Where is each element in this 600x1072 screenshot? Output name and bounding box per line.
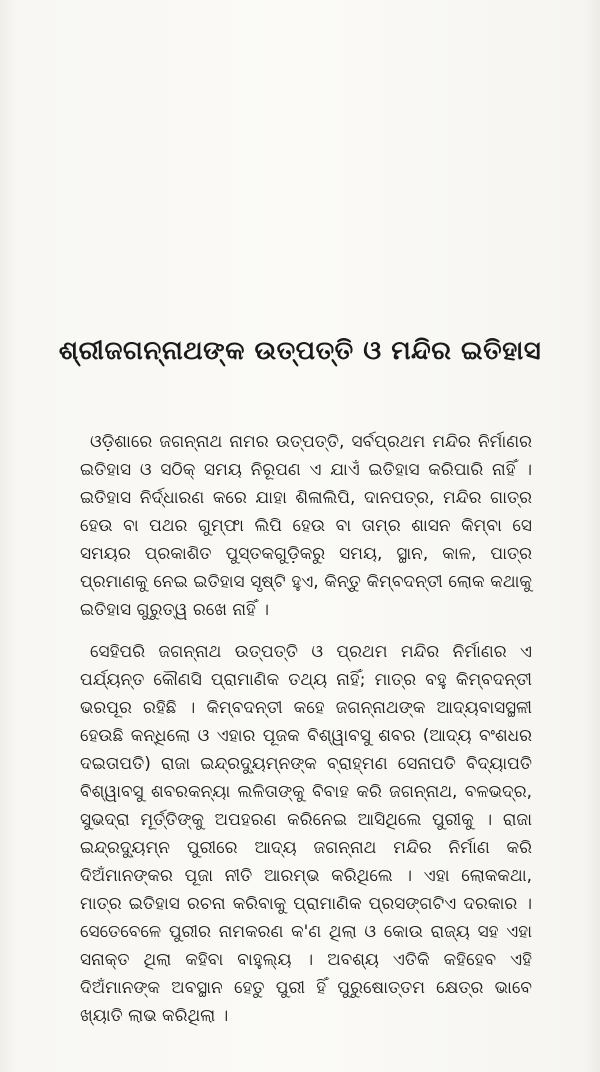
page-title: ଶ୍ରୀଜଗନ୍ନାଥଙ୍କ ଉତ୍ପତ୍ତି ଓ ମନ୍ଦିର ଇତିହାସ (58, 336, 542, 366)
paragraph-1: ଓଡ଼ିଶାରେ ଜଗନ୍ନାଥ ନାମର ଉତ୍ପତ୍ତି, ସର୍ବପ୍ରଥମ ମନ୍ଦିର ନିର୍ମାଣର ଇତିହାସ ଓ ସଠିକ୍ ସମୟ ନିରୂପଣ ଏ ଯାଏଁ ଇତିହାସ କରିପାରି ନାହିଁ । ଇତିହାସ ନିର୍ଦ୍ଧାରଣ କରେ ଯାହା ଶିଳାଲିପି, ଦାନପତ୍ର, ମନ୍ଦିର ଗାତ୍ର ହେଉ ବା ପଥର ଗୁମ୍ଫା ଲିପି ହେଉ ବା ତାମ୍ର ଶାସନ କିମ୍ବା ସେ ସମୟର ପ୍ରକାଶିତ ପୁସ୍ତକଗୁଡ଼ିକରୁ ସମୟ, ସ୍ଥାନ, କାଳ, ପାତ୍ର ପ୍ରମାଣକୁ ନେଇ ଇତିହାସ ସୃଷ୍ଟି ହୁଏ, କିନ୍ତୁ କିମ୍ବଦନ୍ତୀ ଲୋକ କଥାକୁ ଇତିହାସ ଗୁରୁତ୍ୱ ରଖେ ନାହିଁ । (80, 432, 532, 620)
body-text (80, 428, 532, 1044)
paragraph-2: ସେହିପରି ଜଗନ୍ନାଥ ଉତ୍ପତ୍ତି ଓ ପ୍ରଥମ ମନ୍ଦିର ନିର୍ମାଣର ଏ ପର୍ଯ୍ୟନ୍ତ କୌଣସି ପ୍ରାମାଣିକ ତଥ୍ୟ ନାହିଁ; ମାତ୍ର ବହୁ କିମ୍ବଦନ୍ତୀ ଭରପୂର ରହିଛି । କିମ୍ବଦନ୍ତୀ କହେ ଜଗନ୍ନାଥଙ୍କ ଆଦ୍ୟବାସସ୍ଥଳୀ ହେଉଛି କନ୍ଧିଲୋ ଓ ଏହାର ପୂଜକ ବିଶ୍ୱାବସୁ ଶବର (ଆଦ୍ୟ ବଂଶଧର ଦଇତାପତି) ରାଜା ଇନ୍ଦ୍ରଦ୍ୟୁମ୍ନଙ୍କ ବ୍ରାହ୍ମଣ ସେନାପତି ବିଦ୍ୟାପତି ବିଶ୍ୱାବସୁ ଶବରକନ୍ୟା ଲଳିତାଙ୍କୁ ବିବାହ କରି ଜଗନ୍ନାଥ, ବଳଭଦ୍ର, ସୁଭଦ୍ରା ମୂର୍ତ୍ତିଙ୍କୁ ଅପହରଣ କରିନେଇ ଆସିଥିଲେ ପୁରୀକୁ । ରାଜା ଇନ୍ଦ୍ରଦ୍ୟୁମ୍ନ ପୁରୀରେ ଆଦ୍ୟ ଜଗନ୍ନାଥ ମନ୍ଦିର ନିର୍ମାଣ କରି ଦିଅଁମାନଙ୍କର ପୂଜା ନୀତି ଆରମ୍ଭ କରିଥିଲେ । ଏହା ଲୋକକଥା, ମାତ୍ର ଇତିହାସ ରଚନା କରିବାକୁ ପ୍ରାମାଣିକ ପ୍ରସଙ୍ଗଟିଏ ଦରକାର । ସେତେବେଳେ ପୁରୀର ନାମକରଣ କ'ଣ ଥିଲା ଓ କୋଉ ରାଜ୍ୟ ସହ ଏହା ସନାକ୍ତ ଥିଲା କହିବା ବାହୁଲ୍ୟ । ଅବଶ୍ୟ ଏତିକି କହିହେବ ଏହି ଦିଅଁମାନଙ୍କ ଅବସ୍ଥାନ ହେତୁ ପୁରୀ ହିଁ ପୁରୁଷୋତ୍ତମ କ୍ଷେତ୍ର ଭାବେ ଖ୍ୟାତି ଲାଭ କରିଥିଲା । (80, 642, 532, 1026)
